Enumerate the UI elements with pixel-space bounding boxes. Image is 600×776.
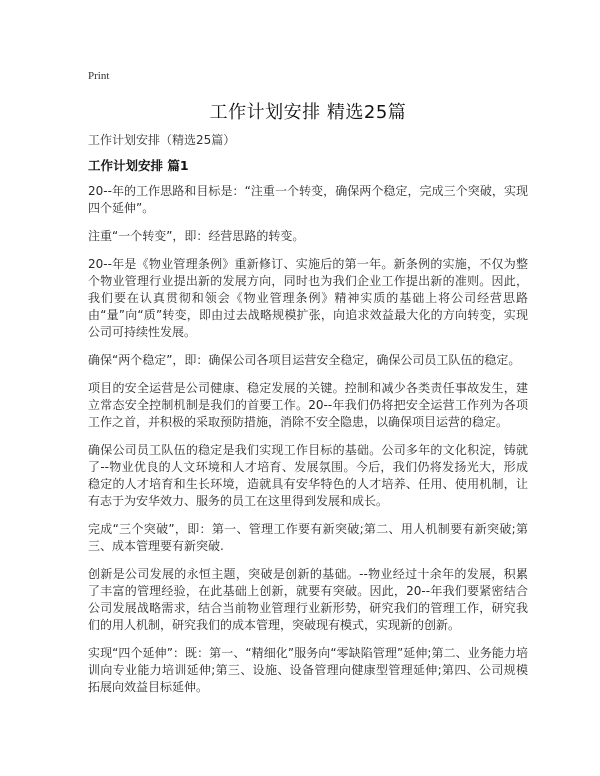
paragraph-goals: 20--年的工作思路和目标是：“注重一个转变，确保两个稳定，完成三个突破，实现四个延伸”。 bbox=[88, 184, 528, 215]
paragraph-four-extensions: 实现“四个延伸”：既：第一、“精细化”服务向“零缺陷管理”延伸;第二、业务能力培训向专业能力培训延伸;第三、设施、设备管理向健康型管理延伸;第四、公司规模拓展向效益目标延伸。 bbox=[88, 646, 528, 694]
section-heading: 工作计划安排 篇1 bbox=[88, 158, 189, 173]
document-body bbox=[88, 183, 528, 707]
document-subtitle: 工作计划安排（精选25篇） bbox=[88, 133, 236, 147]
paragraph-two-stabilities: 确保“两个稳定”，即：确保公司各项目运营安全稳定，确保公司员工队伍的稳定。 bbox=[88, 353, 521, 367]
print-label: Print bbox=[88, 70, 110, 82]
paragraph-staff-stability: 确保公司员工队伍的稳定是我们实现工作目标的基础。公司多年的文化积淀，铸就了--物业优良的人文环境和人才培育、发展氛围。今后，我们仍将发扬光大，形成稳定的人才培育和生长环境，造就具有安华特色的人才培养、任用、使用机制，让有志于为安华效力、服务的员工在这里得到发展和成长。 bbox=[88, 443, 528, 508]
paragraph-innovation: 创新是公司发展的永恒主题，突破是创新的基础。--物业经过十余年的发展，积累了丰富的管理经验，在此基础上创新，就要有突破。因此，20--年我们要紧密结合公司发展战略需求，结合当前物业管理行业新形势，研究我们的管理工作，研究我们的用人机制，研究我们的成本管理，突破现有模式，实现新的创新。 bbox=[88, 567, 528, 632]
paragraph-regulation: 20--年是《物业管理条例》重新修订、实施后的第一年。新条例的实施，不仅为整个物业管理行业提出新的发展方向，同时也为我们企业工作提出新的准则。因此，我们要在认真贯彻和领会《物业管理条例》精神实质的基础上将公司经营思路由“量”向“质”转变，即由过去战略规模扩张，向追求效益最大化的方向转变，实现公司可持续性发展。 bbox=[88, 257, 528, 339]
document-title: 工作计划安排 精选25篇 bbox=[209, 102, 407, 123]
paragraph-three-breakthroughs: 完成“三个突破”，即：第一、管理工作要有新突破;第二、用人机制要有新突破;第三、成本管理要有新突破. bbox=[88, 522, 528, 553]
paragraph-one-change: 注重“一个转变”，即：经营思路的转变。 bbox=[88, 229, 305, 243]
paragraph-safety-operations: 项目的安全运营是公司健康、稳定发展的关键。控制和减少各类责任事故发生，建立常态安全控制机制是我们的首要工作。20--年我们仍将把安全运营工作列为各项工作之首，并积极的采取预防措施，消除不安全隐患，以确保项目运营的稳定。 bbox=[88, 381, 528, 429]
